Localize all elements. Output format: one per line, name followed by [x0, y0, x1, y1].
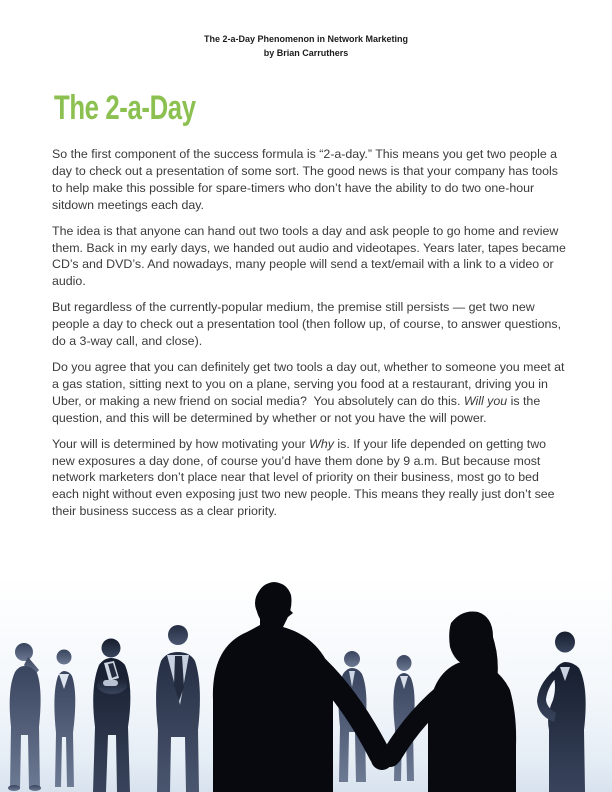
paragraph-1: So the first component of the success formula is “2-a-day.” This means you get two people a day to check out a presentation of some sort. The good news is that your company has tools to help make this possible for spare-timers who don’t have the ability to do two one-hour sitdown meetings each day. [52, 147, 562, 212]
hero-image [0, 575, 612, 792]
page-title-text: The 2-a-Day [54, 88, 196, 127]
paragraph-3: But regardless of the currently-popular medium, the premise still persists — get two new people a day to check out a presentation tool (then follow up, of course, to answer questions, do a 3-way call, and close). [52, 300, 565, 349]
running-header [0, 33, 612, 60]
header-title: The 2-a-Day Phenomenon in Network Marketing [203, 34, 409, 44]
paragraph-5: Your will is determined by how motivating your Why is. If your life depended on getting two new exposures a day done, of course you’d have them done by 9 a.m. But because most network marketers don’t place near that level of priority on their business, most go to bed each night without even exposing just two new people. This means they really just don’t see their business success as a clear priority. [52, 436, 559, 519]
page-title [54, 88, 236, 126]
body-text [52, 146, 570, 529]
business-people-silhouettes-image [0, 575, 612, 792]
header-author: by Brian Carruthers [263, 47, 349, 58]
paragraph-4: Do you agree that you can definitely get two tools a day out, whether to someone you meet at a gas station, sitting next to you on a plane, serving you food at a restaurant, driving you in Uber, or making a new friend on social media? You absolutely can do this. Will you is the question, and this will be determined by whether or not you have the will power. [52, 359, 568, 425]
paragraph-2: The idea is that anyone can hand out two tools a day and ask people to go home and review them. Back in my early days, we handed out audio and videotapes. Years later, tapes became CD’s and DVD’s. And nowadays, many people will send a text/email with a link to a video or audio. [52, 223, 570, 289]
